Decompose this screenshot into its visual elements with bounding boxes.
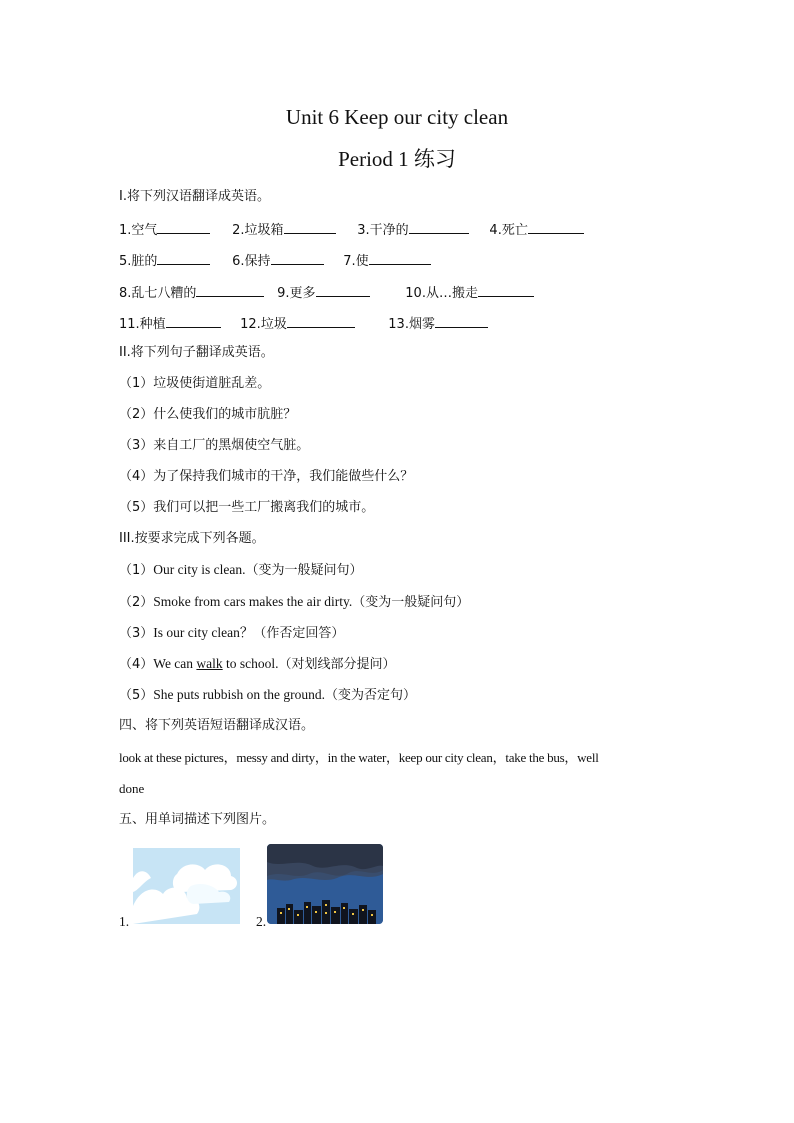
item-note: （变为一般疑问句） — [352, 595, 470, 610]
item-text: Smoke from cars makes the air dirty. — [153, 594, 353, 609]
exercise-item — [119, 561, 363, 580]
item-note: （变为一般疑问句） — [245, 563, 363, 578]
vocab-item: 11.种植 — [119, 317, 166, 332]
smog-city-icon — [267, 844, 383, 924]
item-note: （对划线部分提问） — [278, 657, 396, 672]
item-text: Is our city clean？ — [153, 625, 254, 640]
vocab-item: 9.更多 — [277, 286, 316, 301]
item-number: （3） — [119, 626, 154, 641]
vocab-item: 4.死亡 — [489, 223, 528, 238]
item-text: She puts rubbish on the ground. — [153, 687, 326, 702]
vocab-item: 13.烟雾 — [388, 317, 435, 332]
item-number: （5） — [119, 688, 154, 703]
section1-row1 — [119, 219, 584, 240]
picture-label-1: 1. — [119, 914, 130, 929]
vocab-item: 12.垃圾 — [240, 317, 287, 332]
sentence-item: （1）垃圾使街道脏乱差。 — [119, 376, 271, 391]
vocab-item: 2.垃圾箱 — [232, 223, 284, 238]
item-text: We can — [153, 656, 197, 671]
cloudy-sky-picture — [133, 848, 240, 924]
exercise-item — [119, 624, 344, 643]
vocab-item: 7.使 — [343, 254, 369, 269]
item-note: （作否定回答） — [253, 626, 345, 641]
item-number: （1） — [119, 563, 154, 578]
item-text: Our city is clean. — [153, 562, 246, 577]
item-text: to school. — [222, 656, 279, 671]
vocab-item: 5.脏的 — [119, 254, 158, 269]
item-note: （变为否定句） — [325, 688, 417, 703]
sentence-item: （2）什么使我们的城市肮脏？ — [119, 407, 297, 422]
section1-row3 — [119, 282, 534, 303]
vocab-item: 8.乱七八糟的 — [119, 286, 197, 301]
cloud-icon — [133, 848, 240, 924]
section3-heading: III.按要求完成下列各题。 — [119, 531, 265, 546]
item-number: （4） — [119, 657, 154, 672]
section5-heading: 五、用单词描述下列图片。 — [119, 812, 276, 827]
phrase-list-line2: done — [119, 781, 145, 796]
section1-row4 — [119, 313, 488, 334]
page-subtitle: Period 1 练习 — [338, 147, 456, 171]
vocab-item: 3.干净的 — [357, 223, 409, 238]
vocab-item: 6.保持 — [232, 254, 271, 269]
section1-row2 — [119, 250, 431, 271]
section1-heading: I.将下列汉语翻译成英语。 — [119, 189, 270, 204]
vocab-item: 1.空气 — [119, 223, 158, 238]
sentence-item: （4）为了保持我们城市的干净，我们能做些什么？ — [119, 469, 414, 484]
sentence-item: （3）来自工厂的黑烟使空气脏。 — [119, 438, 310, 453]
section2-heading: II.将下列句子翻译成英语。 — [119, 345, 274, 360]
sentence-item: （5）我们可以把一些工厂搬离我们的城市。 — [119, 500, 375, 515]
item-number: （2） — [119, 595, 154, 610]
vocab-item: 10.从…搬走 — [405, 286, 478, 301]
polluted-city-picture — [267, 844, 383, 924]
picture-label-2: 2. — [256, 914, 267, 929]
phrase-list-line1: look at these pictures，messy and dirty，in the water，keep our city clean，take the bus，well — [119, 750, 599, 765]
underlined-word: walk — [196, 656, 223, 671]
exercise-item — [119, 593, 469, 612]
page-title: Unit 6 Keep our city clean — [285, 105, 509, 129]
exercise-item — [119, 686, 416, 705]
section4-heading: 四、将下列英语短语翻译成汉语。 — [119, 718, 315, 733]
exercise-item — [119, 655, 396, 674]
